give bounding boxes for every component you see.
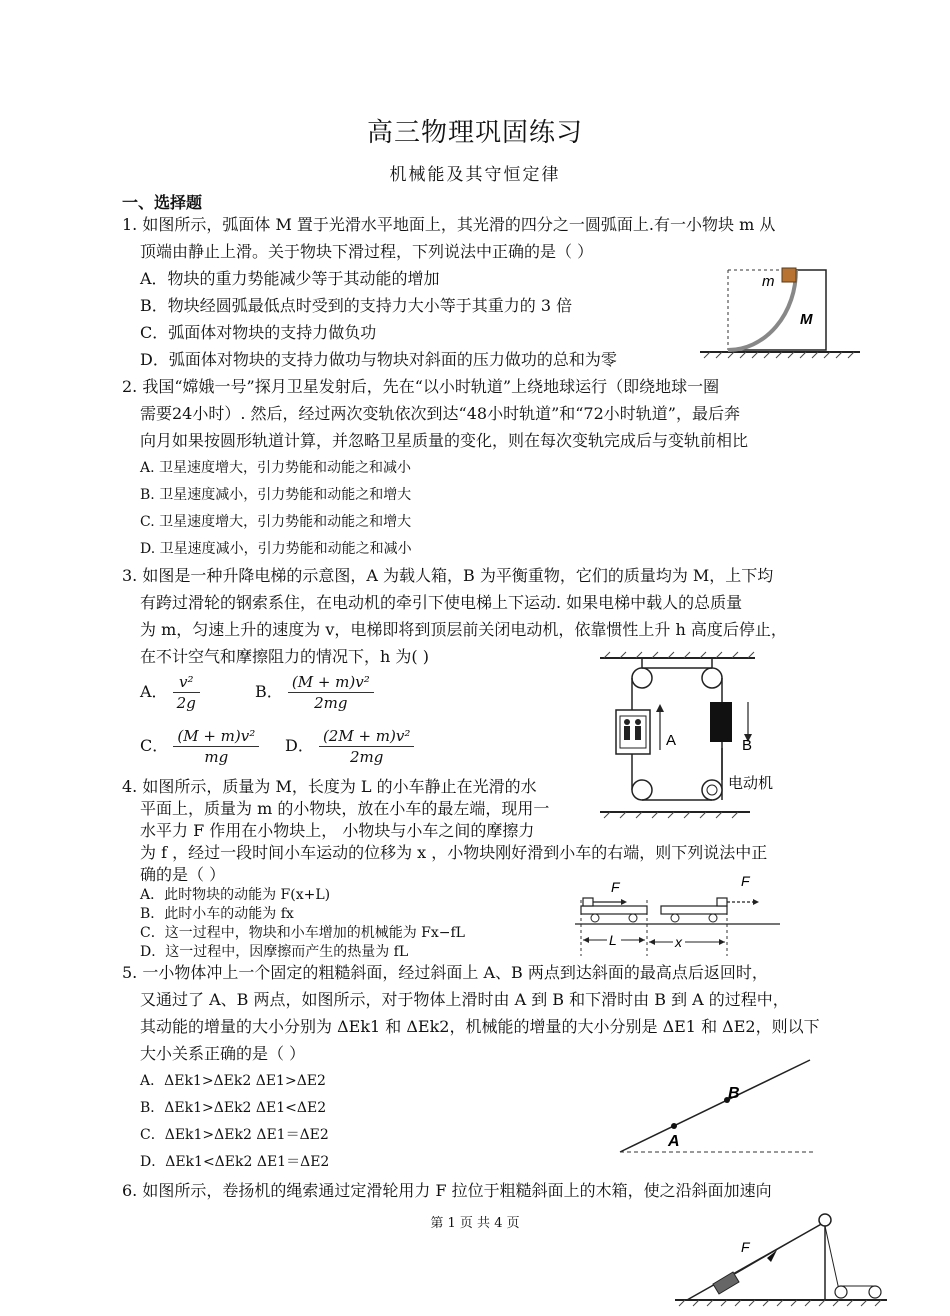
q3-option-c-fraction xyxy=(173,726,259,767)
q3-option-b xyxy=(255,672,374,713)
q3-option-a xyxy=(140,672,200,713)
q5-option-d: D．ΔEk1<ΔEk2 ΔE1＝ΔE2 xyxy=(140,1154,330,1170)
q3-option-a-fraction xyxy=(173,672,200,713)
q2-option-d: D. 卫星速度减小，引力势能和动能之和减小 xyxy=(140,541,412,557)
q3-option-a-numerator: v² xyxy=(173,672,200,693)
q4-fig-label-l: L xyxy=(609,932,617,948)
q1-fig-label-M: M xyxy=(800,311,813,328)
q4-fig-label-f2: F xyxy=(741,873,750,889)
q3-option-d-numerator: (2M + m)v² xyxy=(319,726,414,747)
q3-option-c-numerator: (M + m)v² xyxy=(173,726,259,747)
q3-option-b-numerator: (M + m)v² xyxy=(288,672,374,693)
q3-option-c xyxy=(140,726,259,767)
q4-option-a: A．此时物块的动能为 F(x+L) xyxy=(140,887,331,903)
q4-fig-label-f1: F xyxy=(611,879,620,895)
q4-option-d: D．这一过程中，因摩擦而产生的热量为 fL xyxy=(140,944,409,960)
q1-fig-label-m: m xyxy=(762,273,775,290)
q5-option-a: A．ΔEk1>ΔEk2 ΔE1>ΔE2 xyxy=(140,1073,326,1089)
page-title: 高三物理巩固练习 xyxy=(366,118,583,148)
q1-option-d: D．弧面体对物块的支持力做功与物块对斜面的压力做功的总和为零 xyxy=(140,350,617,369)
q3-option-d-label: D． xyxy=(285,736,314,755)
q5-figure-incline xyxy=(618,1056,818,1156)
q2-option-c: C. 卫星速度增大，引力势能和动能之和增大 xyxy=(140,514,412,530)
q4-fig-label-x: x xyxy=(675,934,682,950)
q5-fig-label-a: A xyxy=(668,1133,680,1150)
section-heading: 一、选择题 xyxy=(122,193,203,212)
q3-fig-label-motor: 电动机 xyxy=(728,775,774,792)
q5-stem-line4: 大小关系正确的是（ ） xyxy=(140,1044,306,1063)
q3-figure-elevator xyxy=(600,650,790,825)
q3-option-a-label: A． xyxy=(140,682,168,701)
q3-option-d xyxy=(285,726,414,767)
q1-option-a: A．物块的重力势能减少等于其动能的增加 xyxy=(140,269,440,288)
q3-option-a-denominator: 2g xyxy=(176,694,196,712)
q3-stem-line1: 3. 如图是一种升降电梯的示意图，A 为载人箱，B 为平衡重物，它们的质量均为 M，上下均 xyxy=(122,566,774,585)
q1-figure xyxy=(700,262,865,362)
page-subtitle: 机械能及其守恒定律 xyxy=(389,165,561,185)
q4-stem-line3: 水平力 F 作用在小物块上， 小物块与小车之间的摩擦力 xyxy=(140,821,535,840)
q2-option-a: A. 卫星速度增大，引力势能和动能之和减小 xyxy=(140,460,412,476)
q2-option-b: B. 卫星速度减小，引力势能和动能之和增大 xyxy=(140,487,412,503)
q5-stem-line1: 5. 一小物体冲上一个固定的粗糙斜面，经过斜面上 A、B 两点到达斜面的最高点后返回时， xyxy=(122,963,768,982)
q3-option-d-denominator: 2mg xyxy=(349,748,384,766)
q2-stem-line1: 2. 我国“嫦娥一号”探月卫星发射后，先在“以小时轨道”上绕地球运行（即绕地球一圈 xyxy=(122,377,720,396)
q3-option-b-fraction xyxy=(288,672,374,713)
q4-option-c: C．这一过程中，物块和小车增加的机械能为 Fx−fL xyxy=(140,925,465,941)
q6-fig-label-f: F xyxy=(741,1239,750,1255)
q3-stem-line4: 在不计空气和摩擦阻力的情况下，h 为( ) xyxy=(140,647,429,666)
q3-option-d-fraction xyxy=(319,726,414,767)
q2-stem-line2: 需要24小时）. 然后，经过两次变轨依次到达“48小时轨道”和“72小时轨道”，最后奔 xyxy=(140,404,740,423)
q4-stem-line5: 确的是（ ） xyxy=(140,865,226,884)
q3-stem-line3: 为 m，匀速上升的速度为 v，电梯即将到顶层前关闭电动机，依靠惯性上升 h 高度后停止， xyxy=(140,620,787,639)
q1-option-b: B．物块经圆弧最低点时受到的支持力大小等于其重力的 3 倍 xyxy=(140,296,573,315)
q4-stem-line2: 平面上，质量为 m 的小物块，放在小车的最左端，现用一 xyxy=(140,799,550,818)
q5-stem-line2: 又通过了 A、B 两点，如图所示，对于物体上滑时由 A 到 B 和下滑时由 B 到 A 的过程中， xyxy=(140,990,789,1009)
q3-fig-label-b: B xyxy=(742,737,753,754)
q2-stem-line3: 向月如果按圆形轨道计算，并忽略卫星质量的变化，则在每次变轨完成后与变轨前相比 xyxy=(140,431,749,450)
q3-option-b-label: B． xyxy=(255,682,283,701)
q5-option-b: B．ΔEk1>ΔEk2 ΔE1<ΔE2 xyxy=(140,1100,327,1116)
q3-option-b-denominator: 2mg xyxy=(314,694,348,712)
q4-stem-line1: 4. 如图所示，质量为 M，长度为 L 的小车静止在光滑的水 xyxy=(122,777,537,796)
q6-stem-line1: 6. 如图所示，卷扬机的绳索通过定滑轮用力 F 拉位于粗糙斜面上的木箱，使之沿斜面加速向 xyxy=(122,1181,772,1200)
q4-figure-cart xyxy=(575,870,785,960)
q5-stem-line3: 其动能的增量的大小分别为 ΔEk1 和 ΔEk2，机械能的增量的大小分别是 ΔE1 和 ΔE2，则以下 xyxy=(140,1017,820,1036)
q3-fig-label-a: A xyxy=(666,732,677,749)
page-footer: 第 1 页 共 4 页 xyxy=(430,1216,520,1231)
q1-option-c: C．弧面体对物块的支持力做负功 xyxy=(140,323,377,342)
q3-option-c-denominator: mg xyxy=(204,748,229,766)
q1-stem-line1: 1. 如图所示，弧面体 M 置于光滑水平地面上，其光滑的四分之一圆弧面上.有一小物块 m 从 xyxy=(122,215,776,234)
q5-fig-label-b: B xyxy=(728,1085,740,1102)
q4-stem-line4: 为 f ，经过一段时间小车运动的位移为 x ，小物块刚好滑到小车的右端，则下列说法中正 xyxy=(140,843,768,862)
q3-option-c-label: C． xyxy=(140,736,169,755)
q1-stem-line2: 顶端由静止上滑。关于物块下滑过程，下列说法中正确的是（ ） xyxy=(140,242,594,261)
q3-stem-line2: 有跨过滑轮的钢索系住，在电动机的牵引下使电梯上下运动. 如果电梯中载人的总质量 xyxy=(140,593,743,612)
q5-option-c: C．ΔEk1>ΔEk2 ΔE1＝ΔE2 xyxy=(140,1127,329,1143)
q4-option-b: B．此时小车的动能为 fx xyxy=(140,906,294,922)
